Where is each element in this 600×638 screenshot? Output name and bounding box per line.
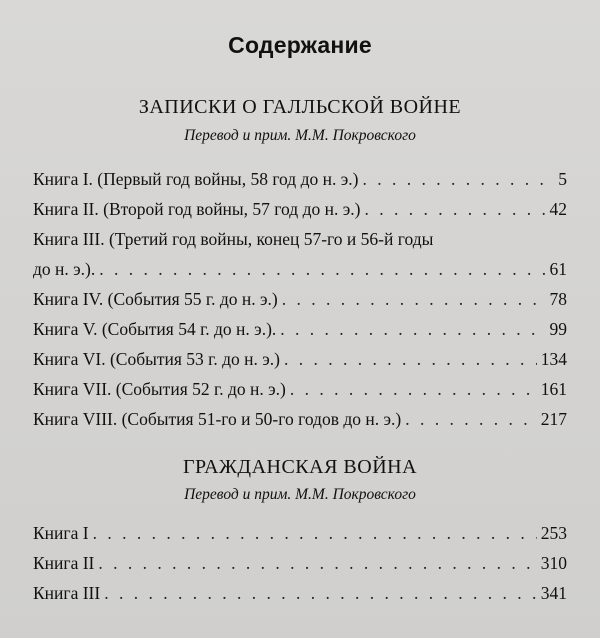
toc-entry-label: Книга VIII. (События 51-го и 50-го годов до н. э.) bbox=[33, 409, 402, 429]
toc-entry-label-line1: Книга III. (Третий год войны, конец 57-го и 56-й годы bbox=[33, 229, 434, 249]
toc-entry[interactable] bbox=[33, 314, 567, 344]
toc-entry-page: 61 bbox=[549, 259, 567, 279]
contents-title: Содержание bbox=[228, 32, 372, 58]
dot-leader bbox=[282, 284, 546, 314]
toc-entry-page: 5 bbox=[558, 169, 567, 189]
toc-entry[interactable] bbox=[33, 344, 567, 374]
toc-entry-label: Книга I bbox=[33, 523, 89, 543]
dot-leader bbox=[405, 404, 537, 434]
dot-leader bbox=[93, 518, 537, 548]
dot-leader bbox=[99, 254, 545, 284]
toc-entry-page: 310 bbox=[540, 553, 567, 573]
toc-entry[interactable] bbox=[33, 284, 567, 314]
toc-entry-page: 161 bbox=[540, 379, 567, 399]
toc-entry-page: 42 bbox=[549, 199, 567, 219]
toc-entry-label: Книга II. (Второй год войны, 57 год до н. э.) bbox=[33, 199, 361, 219]
toc-entry-page: 134 bbox=[540, 349, 567, 369]
toc-entry-label: Книга III bbox=[33, 583, 101, 603]
toc-entry[interactable] bbox=[33, 164, 567, 194]
section-heading-gallic-war: ЗАПИСКИ О ГАЛЛЬСКОЙ ВОЙНЕ bbox=[138, 96, 462, 118]
toc-entry-page: 78 bbox=[549, 289, 567, 309]
toc-entry-page: 99 bbox=[549, 319, 567, 339]
toc-entry-label: Книга VI. (События 53 г. до н. э.) bbox=[33, 349, 280, 369]
dot-leader bbox=[280, 314, 545, 344]
dot-leader bbox=[284, 344, 537, 374]
toc-entry[interactable] bbox=[33, 578, 567, 608]
toc-entry-label: Книга I. (Первый год войны, 58 год до н. э.) bbox=[33, 169, 359, 189]
dot-leader bbox=[104, 578, 537, 608]
toc-entry-label: Книга IV. (События 55 г. до н. э.) bbox=[33, 289, 278, 309]
toc-entry-label: Книга II bbox=[33, 553, 95, 573]
dot-leader bbox=[362, 164, 554, 194]
toc-entry[interactable] bbox=[33, 518, 567, 548]
dot-leader bbox=[290, 374, 537, 404]
toc-entry-page: 341 bbox=[540, 583, 567, 603]
toc-entry[interactable] bbox=[33, 194, 567, 224]
toc-entry-label-line2: до н. э.). bbox=[33, 259, 96, 279]
section-heading-civil-war: ГРАЖДАНСКАЯ ВОЙНА bbox=[182, 456, 418, 478]
toc-list-civil-war bbox=[33, 518, 567, 608]
toc-entry-label: Книга VII. (События 52 г. до н. э.) bbox=[33, 379, 286, 399]
dot-leader bbox=[98, 548, 536, 578]
toc-list-gallic-war bbox=[33, 164, 567, 434]
toc-entry[interactable] bbox=[33, 548, 567, 578]
toc-entry-page: 217 bbox=[540, 409, 567, 429]
section-subtitle-gallic-war: Перевод и прим. М.М. Покровского bbox=[184, 127, 416, 144]
toc-entry-label: Книга V. (События 54 г. до н. э.). bbox=[33, 319, 277, 339]
toc-entry[interactable] bbox=[33, 224, 567, 284]
toc-entry[interactable] bbox=[33, 374, 567, 404]
toc-entry-page: 253 bbox=[540, 523, 567, 543]
dot-leader bbox=[364, 194, 545, 224]
section-subtitle-civil-war: Перевод и прим. М.М. Покровского bbox=[184, 486, 416, 503]
toc-entry[interactable] bbox=[33, 404, 567, 434]
